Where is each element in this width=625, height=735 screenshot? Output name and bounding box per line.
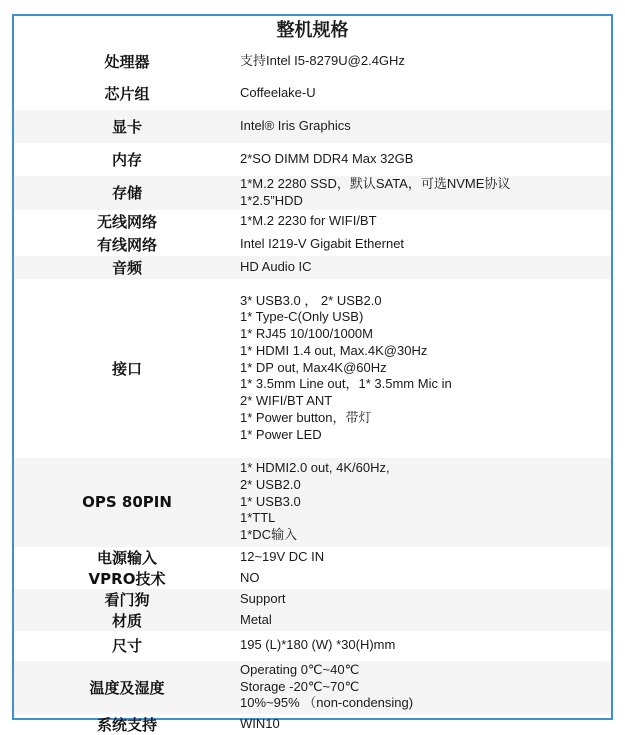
spec-value: [240, 77, 611, 110]
spec-row: [14, 547, 611, 568]
spec-label: 系统支持: [96, 715, 157, 734]
spec-row: [14, 110, 611, 143]
spec-row: [14, 714, 611, 735]
spec-row: [14, 45, 611, 77]
spec-row: [14, 176, 611, 210]
spec-value-line: 支持Intel I5-8279U@2.4GHz: [240, 52, 405, 68]
spec-label: 显卡: [14, 110, 240, 143]
spec-value-line: 12~19V DC IN: [240, 548, 325, 564]
spec-value-line: 1* Power LED: [240, 426, 322, 442]
spec-value-line: 195 (L)*180 (W) *30(H)mm: [240, 637, 396, 653]
spec-row: [14, 143, 611, 176]
spec-value: [240, 458, 611, 547]
spec-label: 存储: [14, 176, 240, 210]
spec-value: [240, 568, 611, 589]
spec-value-line: 1*2.5”HDD: [240, 192, 303, 208]
spec-value-line: 1* HDMI 1.4 out, Max.4K@30Hz: [240, 342, 428, 358]
spec-value-line: 2* WIFI/BT ANT: [240, 393, 333, 409]
spec-value: [240, 547, 611, 568]
spec-value: [240, 176, 611, 210]
spec-label: 无线网络: [96, 212, 157, 231]
spec-value: [240, 233, 611, 256]
spec-value: [240, 45, 611, 77]
spec-value-line: 1* Power button，带灯: [240, 410, 372, 426]
spec-value-line: 2*SO DIMM DDR4 Max 32GB: [240, 151, 414, 167]
spec-value: [240, 714, 611, 735]
spec-label: OPS 80PIN: [14, 458, 240, 547]
spec-value-line: 3* USB3.0 ， 2* USB2.0: [240, 292, 382, 308]
spec-row: [14, 589, 611, 610]
spec-value: [240, 256, 611, 279]
spec-row: [14, 568, 611, 589]
spec-value-line: 1*M.2 2280 SSD，默认SATA，可选NVME协议: [240, 176, 511, 191]
spec-row: [14, 610, 611, 631]
spec-label: 芯片组: [104, 85, 150, 103]
spec-label: 有线网络: [96, 235, 157, 254]
spec-value-line: Intel I219-V Gigabit Ethernet: [240, 235, 405, 251]
spec-value-line: 1* 3.5mm Line out，1* 3.5mm Mic in: [240, 376, 452, 392]
spec-label: 温度及湿度: [14, 661, 240, 714]
spec-value-line: NO: [240, 569, 260, 585]
spec-value-line: 2* USB2.0: [240, 476, 301, 492]
spec-label: 电源输入: [96, 548, 157, 567]
spec-value-line: 1*DC输入: [240, 527, 298, 543]
spec-value: [240, 210, 611, 233]
spec-value-line: Operating 0℃~40℃: [240, 661, 360, 677]
spec-value-line: HD Audio IC: [240, 258, 312, 274]
spec-sheet: [12, 14, 613, 734]
spec-value-line: 10%~95% （non-condensing): [240, 695, 414, 711]
spec-value-line: 1* Type-C(Only USB): [240, 309, 364, 325]
spec-value-line: 1* RJ45 10/100/1000M: [240, 326, 373, 342]
sheet-title: 整机规格: [276, 20, 349, 41]
spec-label: 尺寸: [111, 637, 142, 656]
spec-value-line: 1* DP out, Max4K@60Hz: [240, 359, 387, 375]
spec-label: 看门狗: [14, 589, 240, 610]
spec-value: [240, 661, 611, 714]
spec-value-line: Support: [240, 590, 286, 606]
spec-value: [240, 279, 611, 458]
spec-value-line: Metal: [240, 611, 272, 627]
spec-label: 处理器: [104, 52, 150, 71]
spec-row: [14, 233, 611, 256]
spec-label: 接口: [111, 359, 142, 378]
spec-value-line: 1*TTL: [240, 510, 276, 526]
spec-value-line: Coffeelake-U: [240, 85, 316, 101]
spec-value-line: 1* HDMI2.0 out, 4K/60Hz,: [240, 460, 390, 476]
spec-value-line: 1*M.2 2230 for WIFI/BT: [240, 212, 377, 228]
spec-value-line: 1* USB3.0: [240, 493, 301, 509]
spec-value: [240, 610, 611, 631]
spec-value: [240, 631, 611, 661]
spec-row: [14, 77, 611, 110]
spec-value-line: Intel® Iris Graphics: [240, 118, 351, 134]
spec-row: [14, 661, 611, 714]
spec-row: [14, 631, 611, 661]
spec-value: [240, 143, 611, 176]
spec-label: 内存: [111, 151, 142, 169]
spec-row: [14, 210, 611, 233]
spec-value-line: WIN10: [240, 715, 280, 731]
spec-value: [240, 589, 611, 610]
spec-table: [14, 45, 611, 735]
spec-label: 音频: [14, 256, 240, 279]
spec-row: [14, 256, 611, 279]
spec-row: [14, 458, 611, 547]
spec-value: [240, 110, 611, 143]
spec-label: 材质: [14, 610, 240, 631]
spec-row: [14, 279, 611, 458]
spec-value-line: Storage -20℃~70℃: [240, 678, 360, 694]
spec-label: VPRO技术: [88, 569, 166, 588]
